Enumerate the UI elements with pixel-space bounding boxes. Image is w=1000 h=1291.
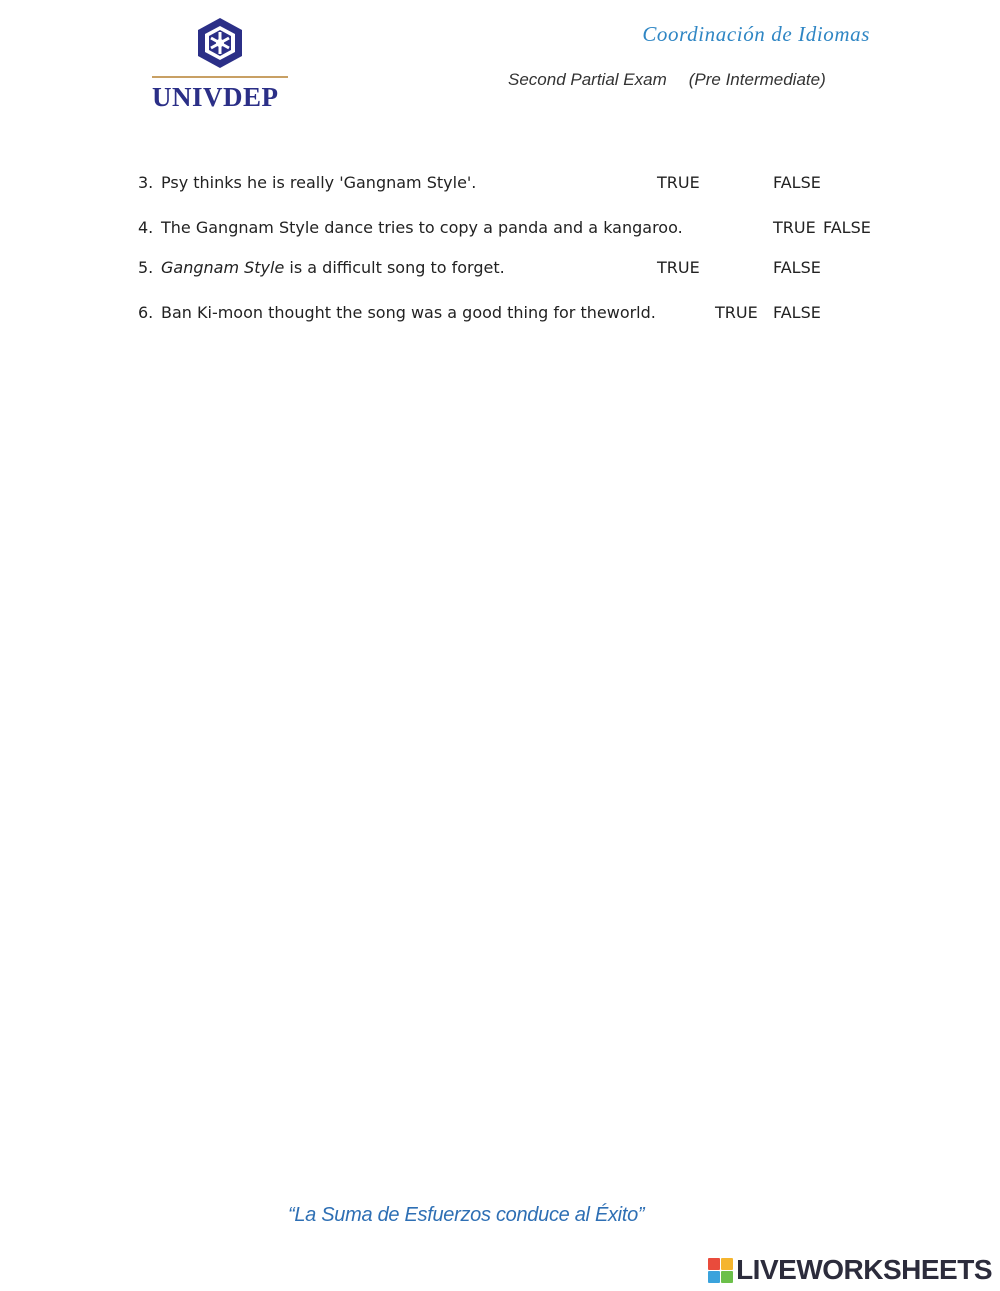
question-4-false[interactable]: FALSE bbox=[823, 218, 871, 237]
icon-square-2 bbox=[721, 1258, 733, 1270]
liveworksheets-logo[interactable] bbox=[708, 1255, 992, 1285]
liveworksheets-wordmark: LIVEWORKSHEETS bbox=[736, 1254, 992, 1285]
question-text: Ban Ki-moon thought the song was a good thing for theworld. bbox=[161, 303, 656, 322]
exam-title: Second Partial Exam bbox=[508, 70, 667, 89]
question-6 bbox=[138, 303, 656, 322]
question-5 bbox=[138, 258, 505, 277]
logo-text: UNIVDEP bbox=[152, 82, 279, 112]
exam-subtitle bbox=[508, 70, 826, 90]
question-text: The Gangnam Style dance tries to copy a panda and a kangaroo. bbox=[161, 218, 683, 237]
question-text: Psy thinks he is really 'Gangnam Style'. bbox=[161, 173, 477, 192]
icon-square-4 bbox=[721, 1271, 733, 1283]
coordination-title: Coordinación de Idiomas bbox=[642, 22, 870, 46]
liveworksheets-icon bbox=[708, 1258, 733, 1283]
question-number: 3. bbox=[138, 173, 154, 192]
univdep-logo bbox=[150, 16, 292, 112]
icon-square-1 bbox=[708, 1258, 720, 1270]
question-text: is a difficult song to forget. bbox=[284, 258, 505, 277]
motto: “La Suma de Esfuerzos conduce al Éxito” bbox=[288, 1204, 645, 1226]
univdep-emblem-icon bbox=[193, 16, 247, 70]
question-6-false[interactable]: FALSE bbox=[773, 303, 821, 322]
question-number: 6. bbox=[138, 303, 154, 322]
exam-level: (Pre Intermediate) bbox=[688, 70, 826, 89]
question-number: 4. bbox=[138, 218, 154, 237]
question-6-true[interactable]: TRUE bbox=[715, 303, 758, 322]
question-4-true[interactable]: TRUE bbox=[773, 218, 816, 237]
question-5-true[interactable]: TRUE bbox=[657, 258, 700, 277]
question-3-true[interactable]: TRUE bbox=[657, 173, 700, 192]
question-3-false[interactable]: FALSE bbox=[773, 173, 821, 192]
question-number: 5. bbox=[138, 258, 154, 277]
question-text-italic: Gangnam Style bbox=[161, 258, 285, 277]
question-5-false[interactable]: FALSE bbox=[773, 258, 821, 277]
question-4 bbox=[138, 218, 683, 237]
question-3 bbox=[138, 173, 476, 192]
icon-square-3 bbox=[708, 1271, 720, 1283]
logo-rule bbox=[152, 76, 288, 78]
